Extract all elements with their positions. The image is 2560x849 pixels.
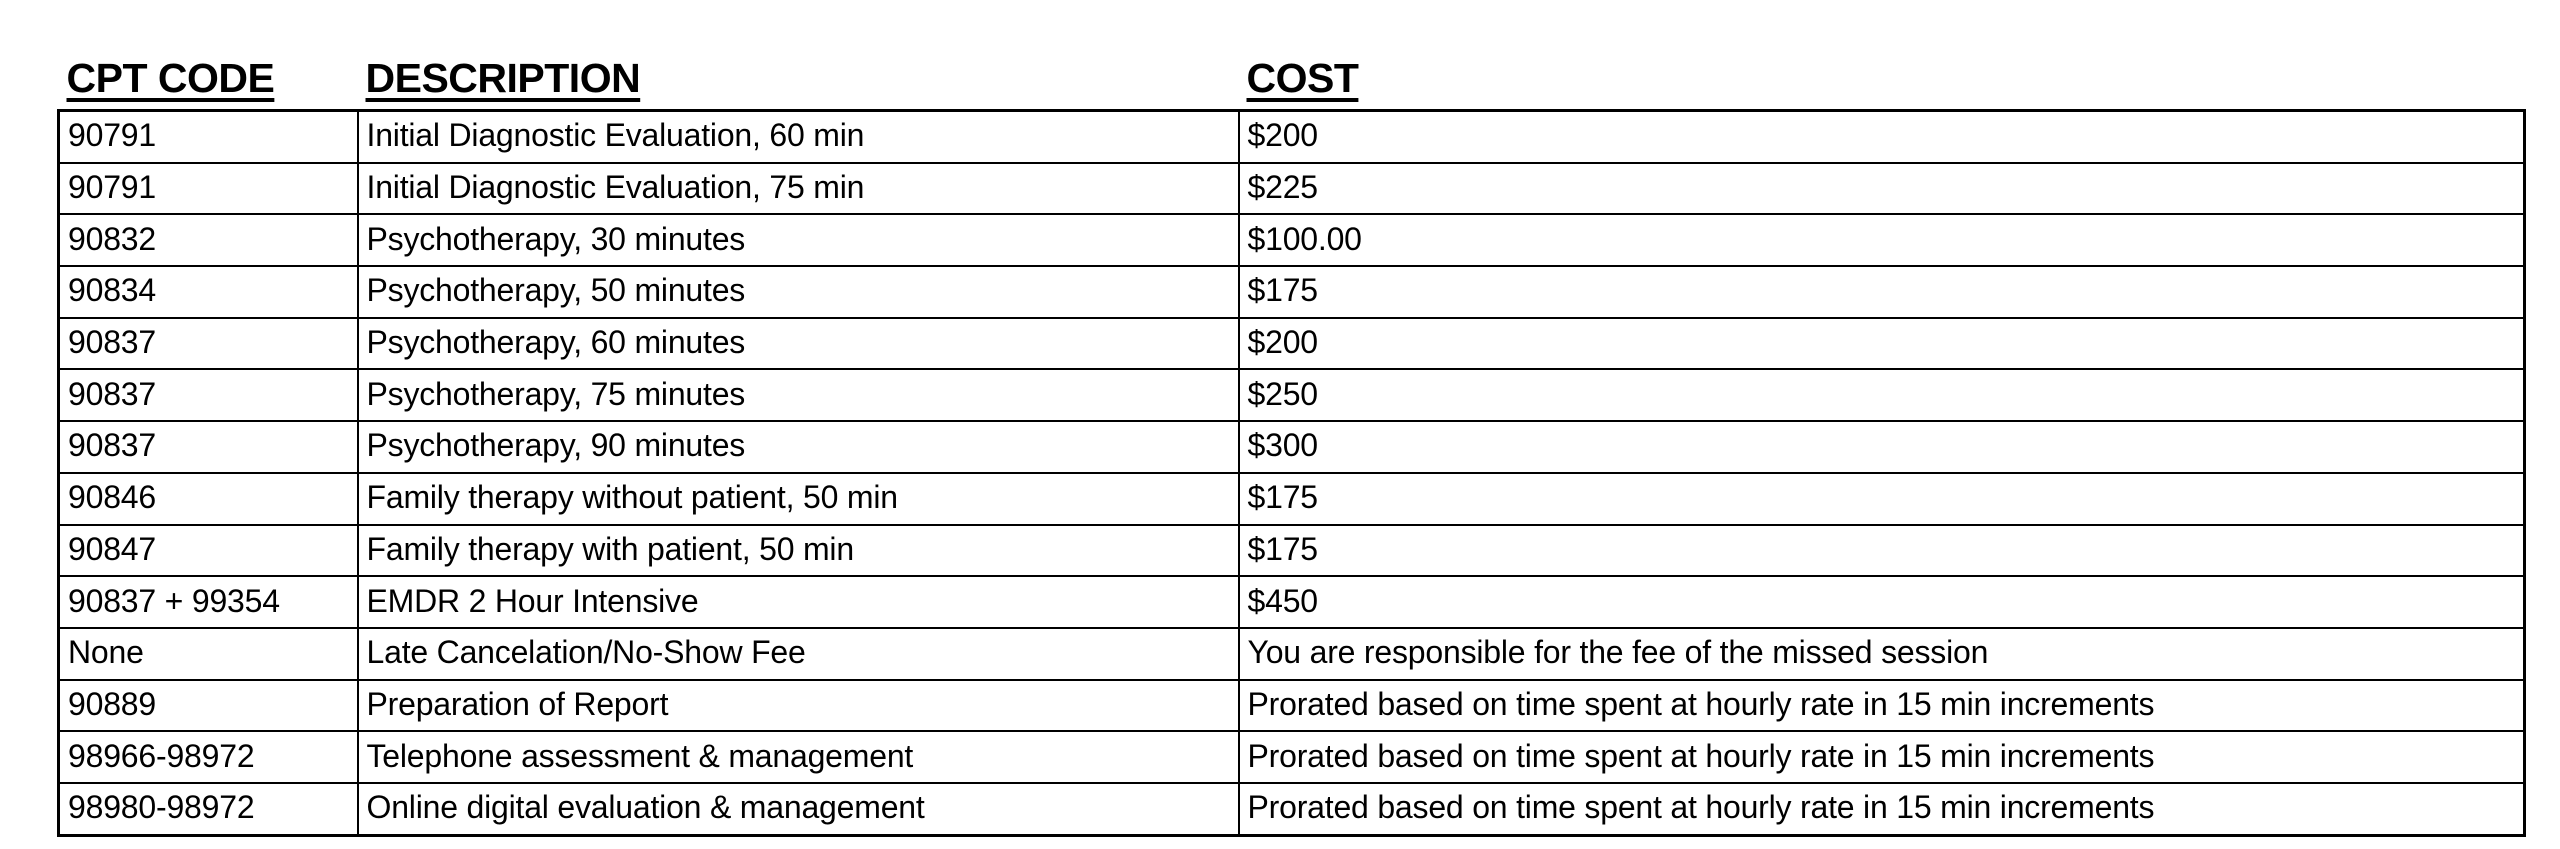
cost-cell: $225	[1239, 163, 2525, 215]
cost-cell: Prorated based on time spent at hourly rate in 15 min increments	[1239, 783, 2525, 835]
table-row	[59, 369, 2525, 421]
table-header-row	[59, 44, 2525, 111]
description-cell: Psychotherapy, 50 minutes	[358, 266, 1239, 318]
header-cost-label: COST	[1246, 55, 1359, 101]
description-cell: Preparation of Report	[358, 680, 1239, 732]
description-cell: Psychotherapy, 60 minutes	[358, 318, 1239, 370]
cpt-code-cell: 90837	[59, 421, 358, 473]
cpt-code-cell: None	[59, 628, 358, 680]
table-row	[59, 731, 2525, 783]
header-cost	[1239, 44, 2525, 111]
description-cell: Psychotherapy, 30 minutes	[358, 214, 1239, 266]
table-row	[59, 266, 2525, 318]
table-row	[59, 163, 2525, 215]
table-row	[59, 111, 2525, 163]
description-cell: Initial Diagnostic Evaluation, 60 min	[358, 111, 1239, 163]
cost-cell: $175	[1239, 525, 2525, 577]
cost-cell: Prorated based on time spent at hourly rate in 15 min increments	[1239, 680, 2525, 732]
cpt-code-cell: 98966-98972	[59, 731, 358, 783]
cost-cell: $450	[1239, 576, 2525, 628]
table-row	[59, 421, 2525, 473]
table-row	[59, 318, 2525, 370]
description-cell: Online digital evaluation & management	[358, 783, 1239, 835]
description-cell: Initial Diagnostic Evaluation, 75 min	[358, 163, 1239, 215]
table-row	[59, 783, 2525, 835]
description-cell: Psychotherapy, 75 minutes	[358, 369, 1239, 421]
cost-cell: $200	[1239, 111, 2525, 163]
cost-cell: $300	[1239, 421, 2525, 473]
description-cell: Psychotherapy, 90 minutes	[358, 421, 1239, 473]
cpt-code-cell: 90837	[59, 369, 358, 421]
cpt-code-cell: 90791	[59, 163, 358, 215]
cost-cell: Prorated based on time spent at hourly rate in 15 min increments	[1239, 731, 2525, 783]
header-cpt-code-label: CPT CODE	[66, 55, 275, 101]
fee-schedule-table	[57, 44, 2526, 837]
table-row	[59, 525, 2525, 577]
header-description	[358, 44, 1239, 111]
cost-cell: $100.00	[1239, 214, 2525, 266]
cpt-code-cell: 90791	[59, 111, 358, 163]
description-cell: EMDR 2 Hour Intensive	[358, 576, 1239, 628]
table-row	[59, 473, 2525, 525]
table-row	[59, 680, 2525, 732]
cost-cell: $200	[1239, 318, 2525, 370]
cpt-code-cell: 90889	[59, 680, 358, 732]
cpt-code-cell: 90846	[59, 473, 358, 525]
cpt-code-cell: 98980-98972	[59, 783, 358, 835]
cpt-code-cell: 90837 + 99354	[59, 576, 358, 628]
table-row	[59, 576, 2525, 628]
cpt-code-cell: 90834	[59, 266, 358, 318]
table-body	[59, 111, 2525, 836]
cost-cell: $175	[1239, 266, 2525, 318]
description-cell: Family therapy with patient, 50 min	[358, 525, 1239, 577]
cost-cell: You are responsible for the fee of the missed session	[1239, 628, 2525, 680]
header-description-label: DESCRIPTION	[365, 55, 641, 101]
cost-cell: $175	[1239, 473, 2525, 525]
description-cell: Telephone assessment & management	[358, 731, 1239, 783]
description-cell: Late Cancelation/No-Show Fee	[358, 628, 1239, 680]
cpt-code-cell: 90837	[59, 318, 358, 370]
cpt-code-cell: 90832	[59, 214, 358, 266]
cost-cell: $250	[1239, 369, 2525, 421]
header-cpt-code	[59, 44, 358, 111]
table-row	[59, 628, 2525, 680]
description-cell: Family therapy without patient, 50 min	[358, 473, 1239, 525]
cpt-code-cell: 90847	[59, 525, 358, 577]
table-row	[59, 214, 2525, 266]
